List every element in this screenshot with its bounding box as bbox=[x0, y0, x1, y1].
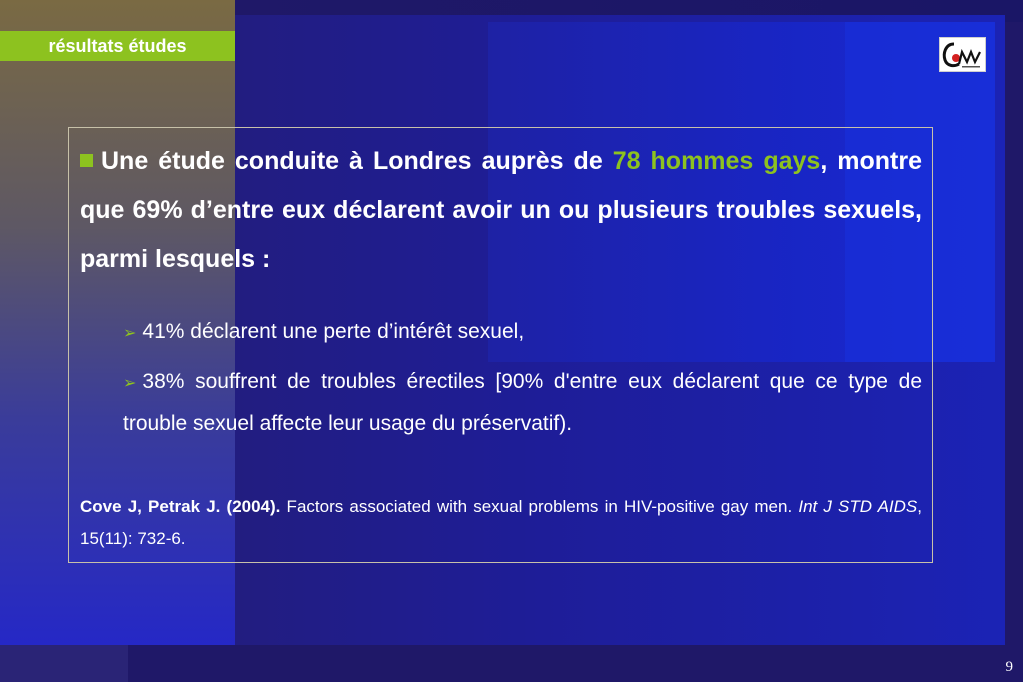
citation bbox=[80, 491, 922, 555]
citation-title: Factors associated with sexual problems in HIV-positive gay men. bbox=[280, 497, 799, 516]
sub-bullet-text: 38% souffrent de troubles érectiles [90% d'entre eux déclarent que ce type de trouble sexuel affecte leur usage du préservatif). bbox=[123, 370, 922, 435]
citation-authors: Cove J, Petrak J. (2004). bbox=[80, 497, 281, 516]
main-text-highlight: 78 hommes gays bbox=[612, 147, 821, 175]
sub-bullet-item bbox=[123, 362, 922, 444]
organization-logo bbox=[939, 37, 986, 72]
sub-bullet-item bbox=[123, 312, 922, 354]
section-title: résultats études bbox=[0, 31, 235, 61]
square-bullet-icon bbox=[80, 154, 93, 167]
sub-bullet-text: 41% déclarent une perte d’intérêt sexuel, bbox=[142, 320, 525, 343]
citation-volume: , 15(11): 732-6. bbox=[80, 497, 922, 548]
arrow-bullet-icon: ➢ bbox=[123, 325, 137, 342]
page-number: 9 bbox=[1005, 659, 1013, 675]
bottom-left-strip bbox=[0, 645, 128, 682]
logo-mark-icon bbox=[940, 38, 985, 71]
sub-bullet-list bbox=[123, 312, 922, 452]
arrow-bullet-icon: ➢ bbox=[123, 375, 137, 392]
main-statement bbox=[80, 137, 922, 284]
citation-journal: Int J STD AIDS bbox=[798, 497, 918, 516]
main-text-part1: Une étude conduite à Londres auprès de bbox=[101, 147, 613, 175]
main-text-part2: , montre que 69% d’entre eux déclarent avoir un ou plusieurs troubles sexuels, parmi lesquels : bbox=[80, 147, 922, 273]
